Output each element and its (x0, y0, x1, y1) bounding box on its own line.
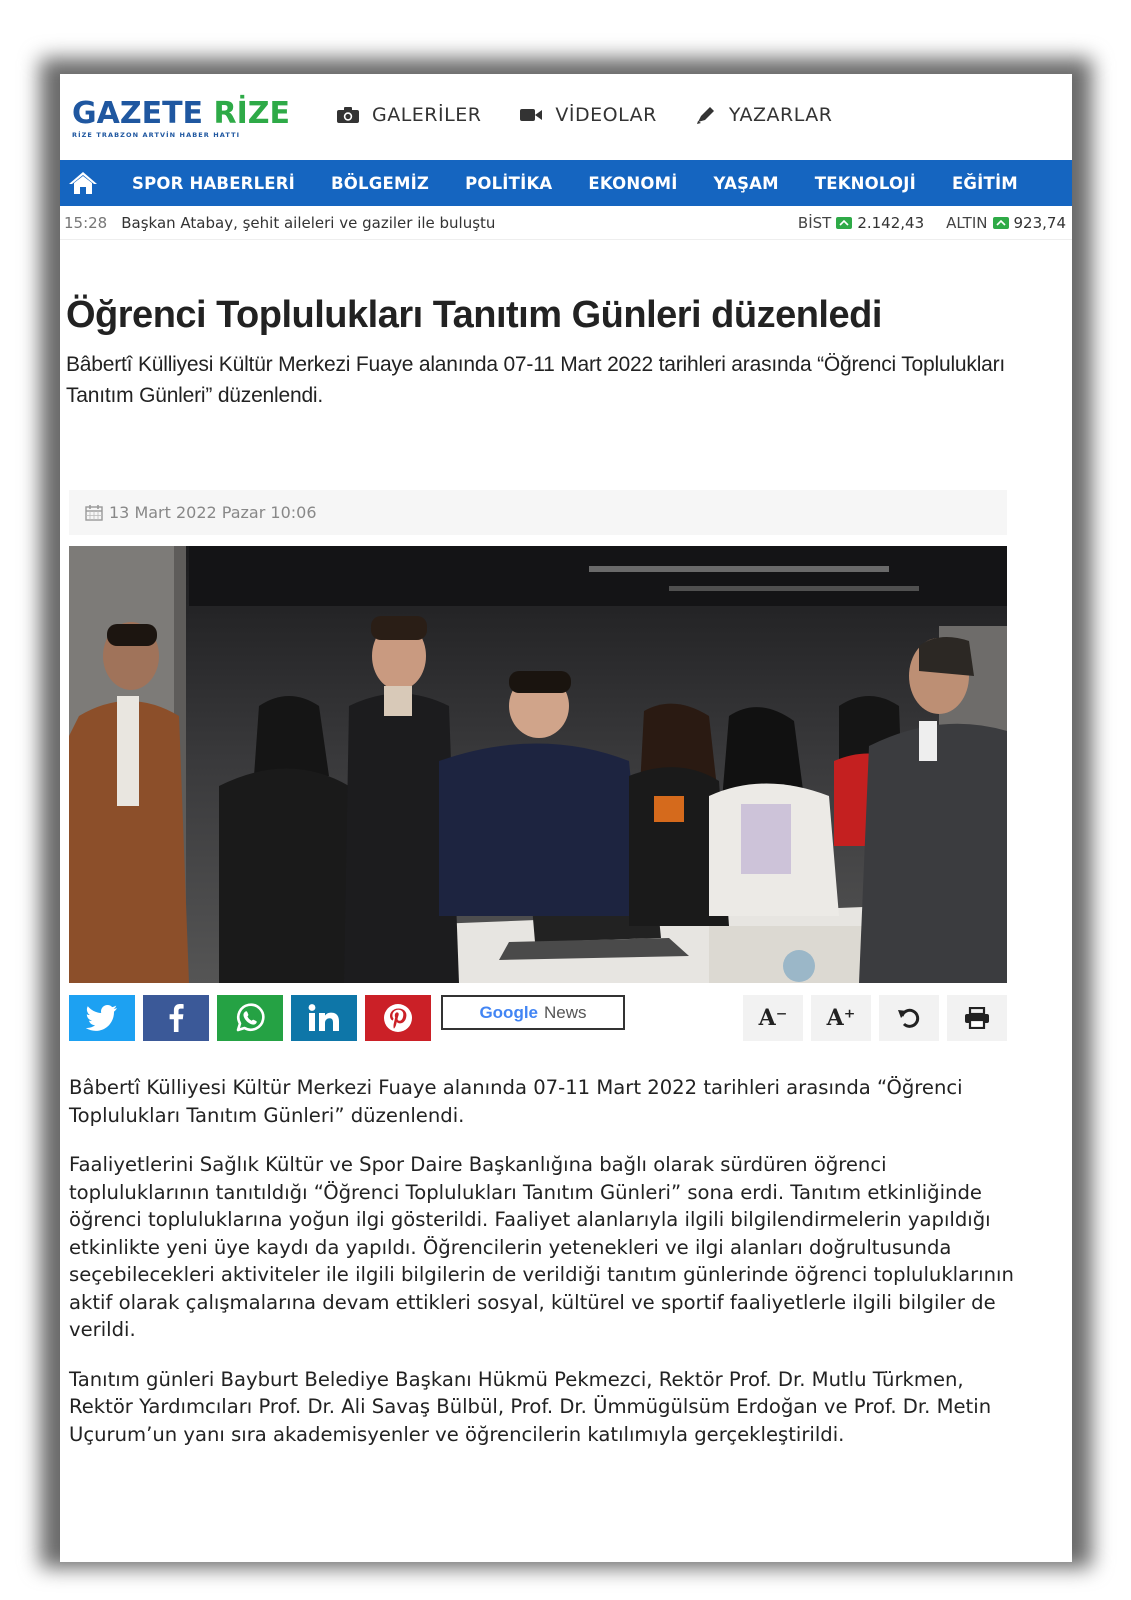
pinterest-share-button[interactable] (365, 995, 431, 1041)
logo-wordmark (72, 96, 291, 131)
article-photo[interactable] (69, 546, 1007, 983)
font-increase-label: A⁺ (826, 1005, 856, 1031)
market-altin (946, 214, 1066, 232)
trend-up-icon (836, 217, 852, 229)
nav-item-egitim[interactable]: EĞİTİM (951, 173, 1018, 193)
article-date: 13 Mart 2022 Pazar 10:06 (109, 503, 317, 522)
top-link-yazarlar[interactable] (695, 104, 833, 126)
article-title: Öğrenci Toplulukları Tanıtım Günleri düzenledi (66, 294, 882, 336)
twitter-share-button[interactable] (69, 995, 135, 1041)
linkedin-icon (308, 1004, 340, 1032)
top-link-galeriler[interactable] (336, 104, 481, 126)
print-icon (964, 1007, 990, 1029)
nav-item-spor[interactable]: SPOR HABERLERİ (132, 173, 296, 193)
nav-item-teknoloji[interactable]: TEKNOLOJİ (814, 173, 916, 193)
market-rates (798, 206, 1066, 240)
photo-students-at-stand (69, 546, 1007, 983)
google-news-button[interactable] (441, 995, 625, 1030)
google-news-news: News (544, 1002, 587, 1022)
logo-text-main: GAZETE (72, 96, 204, 131)
font-decrease-button[interactable] (743, 995, 803, 1041)
market-name: ALTIN (946, 214, 988, 232)
top-links (336, 104, 832, 126)
article-body (69, 1074, 1019, 1470)
nav-item-yasam[interactable]: YAŞAM (713, 173, 779, 193)
reset-icon (897, 1007, 921, 1029)
top-link-videolar[interactable] (519, 104, 656, 126)
pen-icon (695, 105, 717, 125)
video-camera-icon (519, 107, 543, 123)
logo-tagline: RİZE TRABZON ARTVİN HABER HATTI (72, 131, 241, 139)
top-link-label: VİDEOLAR (555, 104, 657, 126)
calendar-icon (85, 505, 103, 521)
linkedin-share-button[interactable] (291, 995, 357, 1041)
nav-item-ekonomi[interactable]: EKONOMİ (588, 173, 678, 193)
font-increase-button[interactable] (811, 995, 871, 1041)
market-bist (798, 214, 924, 232)
top-link-label: GALERİLER (372, 104, 482, 126)
article-paragraph: Bâbertî Külliyesi Kültür Merkezi Fuaye alanında 07-11 Mart 2022 tarihleri arasında “Öğrenci Toplulukları Tanıtım Günleri” düzenlendi. (69, 1076, 963, 1127)
ticker-headline[interactable]: Başkan Atabay, şehit aileleri ve gaziler ile buluştu (121, 213, 496, 232)
home-icon (68, 171, 98, 195)
article-paragraph: Faaliyetlerini Sağlık Kültür ve Spor Daire Başkanlığına bağlı olarak sürdüren öğrenci topluluklarının tanıtıldığı “Öğrenci Toplulukları Tanıtım Günleri” sona erdi. Tanıtım etkinliğinde öğrenci topluluklarına yoğun ilgi gösterildi. Faaliyet alanlarıyla ilgili bilgilendirmelerin yapıldığı etkinlikte yeni üye kaydı da yapıldı. Öğrencilerin yetenekleri ve ilgi alanları doğrultusunda seçebilecekleri aktiviteler ile ilgili bilgilerin de verildiği tanıtım günlerinde öğrenci topluluklarının aktif olarak çalışmalarına devam ettikleri sosyal, kültürel ve sportif faaliyetlerle ilgili bilgiler de verildi. (69, 1153, 1014, 1341)
news-ticker (60, 206, 1072, 240)
site-header (60, 74, 1072, 160)
ticker-time: 15:28 (64, 213, 108, 232)
share-bar (69, 995, 1007, 1041)
pinterest-icon (382, 1002, 414, 1034)
nav-item-bolgemiz[interactable]: BÖLGEMİZ (331, 173, 430, 193)
reset-button[interactable] (879, 995, 939, 1041)
market-name: BİST (797, 214, 832, 232)
google-news-google: Google (479, 1002, 539, 1022)
font-decrease-label: A⁻ (758, 1005, 788, 1031)
nav-home[interactable] (60, 160, 106, 206)
nav-items (132, 174, 1036, 193)
article-summary: Bâbertî Külliyesi Kültür Merkezi Fuaye alanında 07-11 Mart 2022 tarihleri arasında “Öğrenci Toplulukları Tanıtım Günleri” düzenlendi. (66, 353, 1006, 407)
whatsapp-icon (234, 1002, 266, 1034)
main-nav (60, 160, 1072, 206)
trend-up-icon (993, 217, 1009, 229)
market-value: 923,74 (1013, 214, 1066, 232)
article-date-bar (69, 490, 1007, 535)
facebook-share-button[interactable] (143, 995, 209, 1041)
whatsapp-share-button[interactable] (217, 995, 283, 1041)
site-logo[interactable] (72, 96, 291, 139)
facebook-icon (168, 1004, 184, 1032)
market-value: 2.142,43 (857, 214, 925, 232)
nav-item-politika[interactable]: POLİTİKA (465, 173, 553, 193)
page (60, 74, 1072, 1562)
print-button[interactable] (947, 995, 1007, 1041)
logo-text-accent: RİZE (213, 96, 291, 131)
top-link-label: YAZARLAR (728, 104, 833, 126)
camera-icon (336, 106, 360, 124)
twitter-icon (86, 1005, 118, 1031)
article-paragraph: Tanıtım günleri Bayburt Belediye Başkanı Hükmü Pekmezci, Rektör Prof. Dr. Mutlu Türkmen, Rektör Yardımcıları Prof. Dr. Ali Savaş Bülbül, Prof. Dr. Ümmügülsüm Erdoğan ve Prof. Dr. Metin Uçurum’un yanı sıra akademisyenler ve öğrencilerin katılımıyla gerçekleştirildi. (69, 1367, 992, 1446)
